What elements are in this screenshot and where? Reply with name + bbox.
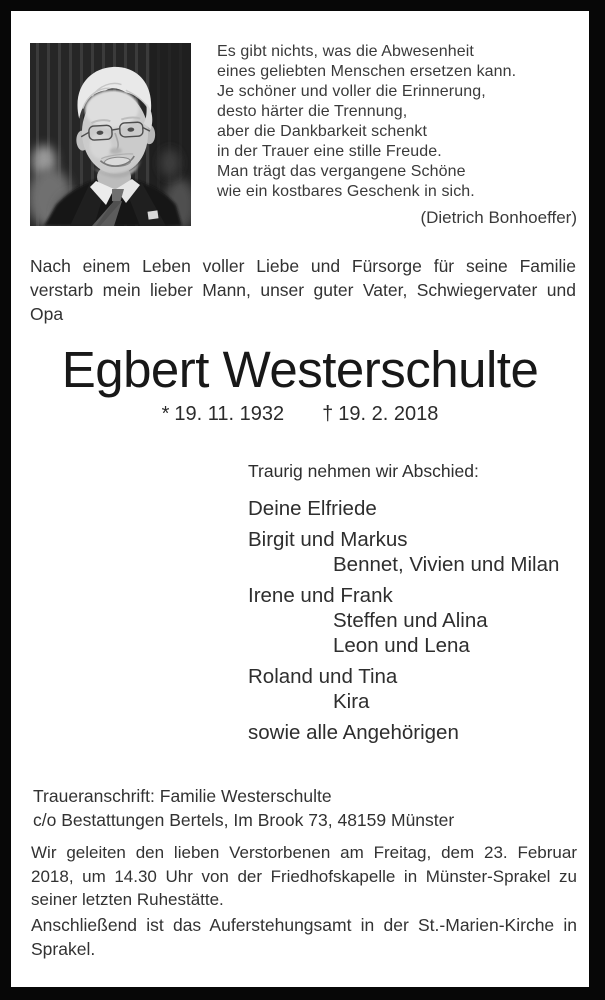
funeral-details: Wir geleiten den lieben Verstorbenen am Freitag, dem 23. Februar 2018, um 14.30 Uhr von der Friedhofskapelle in Münster-Sprakel zu seiner letzten Ruhestätte. <box>31 843 577 909</box>
died-symbol: † <box>322 403 334 425</box>
quote-line: Man trägt das vergangene Schöne <box>217 163 466 180</box>
quote-line: Es gibt nichts, was die Abwesenheit <box>217 43 474 60</box>
obituary-sheet <box>11 11 589 987</box>
memorial-quote <box>217 42 577 202</box>
death-date-value: 19. 2. 2018 <box>338 403 439 425</box>
deceased-name: Egbert Westerschulte <box>61 341 539 398</box>
mourner-name: Steffen und Alina <box>333 609 488 632</box>
mourner-name: Irene und Frank <box>248 584 393 607</box>
intro-text: Nach einem Leben voller Liebe und Fürsorge für seine Familie verstarb mein lieber Mann, unser guter Vater, Schwiegervater und Opa <box>30 256 576 324</box>
quote-line: desto härter die Trennung, <box>217 103 408 120</box>
quote-line: Je schöner und voller die Erinnerung, <box>217 83 486 100</box>
mourner-name: Kira <box>333 690 370 713</box>
quote-line: eines geliebten Menschen ersetzen kann. <box>217 63 517 80</box>
birth-date <box>162 403 285 425</box>
condolence-address-line: Traueranschrift: Familie Westerschulte <box>33 786 332 806</box>
condolence-address-line: c/o Bestattungen Bertels, Im Brook 73, 48159 Münster <box>33 809 455 830</box>
death-date <box>322 403 438 425</box>
born-symbol: * <box>161 403 170 425</box>
mourner-name: Leon und Lena <box>333 634 470 657</box>
life-dates <box>11 403 589 426</box>
mourner-name: Deine Elfriede <box>248 497 377 520</box>
quote-line: wie ein kostbares Geschenk in sich. <box>217 183 475 200</box>
quote-line: in der Trauer eine stille Freude. <box>217 143 442 160</box>
mourner-name: Birgit und Markus <box>248 528 408 551</box>
portrait-photo <box>30 43 191 226</box>
quote-line: aber die Dankbarkeit schenkt <box>217 123 428 140</box>
mourner-name: Bennet, Vivien und Milan <box>333 553 560 576</box>
farewell-heading: Traurig nehmen wir Abschied: <box>248 461 479 481</box>
farewell-section <box>248 459 578 745</box>
mourner-name: sowie alle Angehörigen <box>248 721 459 744</box>
mourner-name: Roland und Tina <box>248 665 398 688</box>
condolence-address <box>33 785 579 832</box>
birth-date-value: 19. 11. 1932 <box>174 403 285 425</box>
quote-attribution: (Dietrich Bonhoeffer) <box>420 208 577 227</box>
service-details: Anschließend ist das Auferstehungsamt in der St.-Marien-Kirche in Sprakel. <box>31 915 577 959</box>
